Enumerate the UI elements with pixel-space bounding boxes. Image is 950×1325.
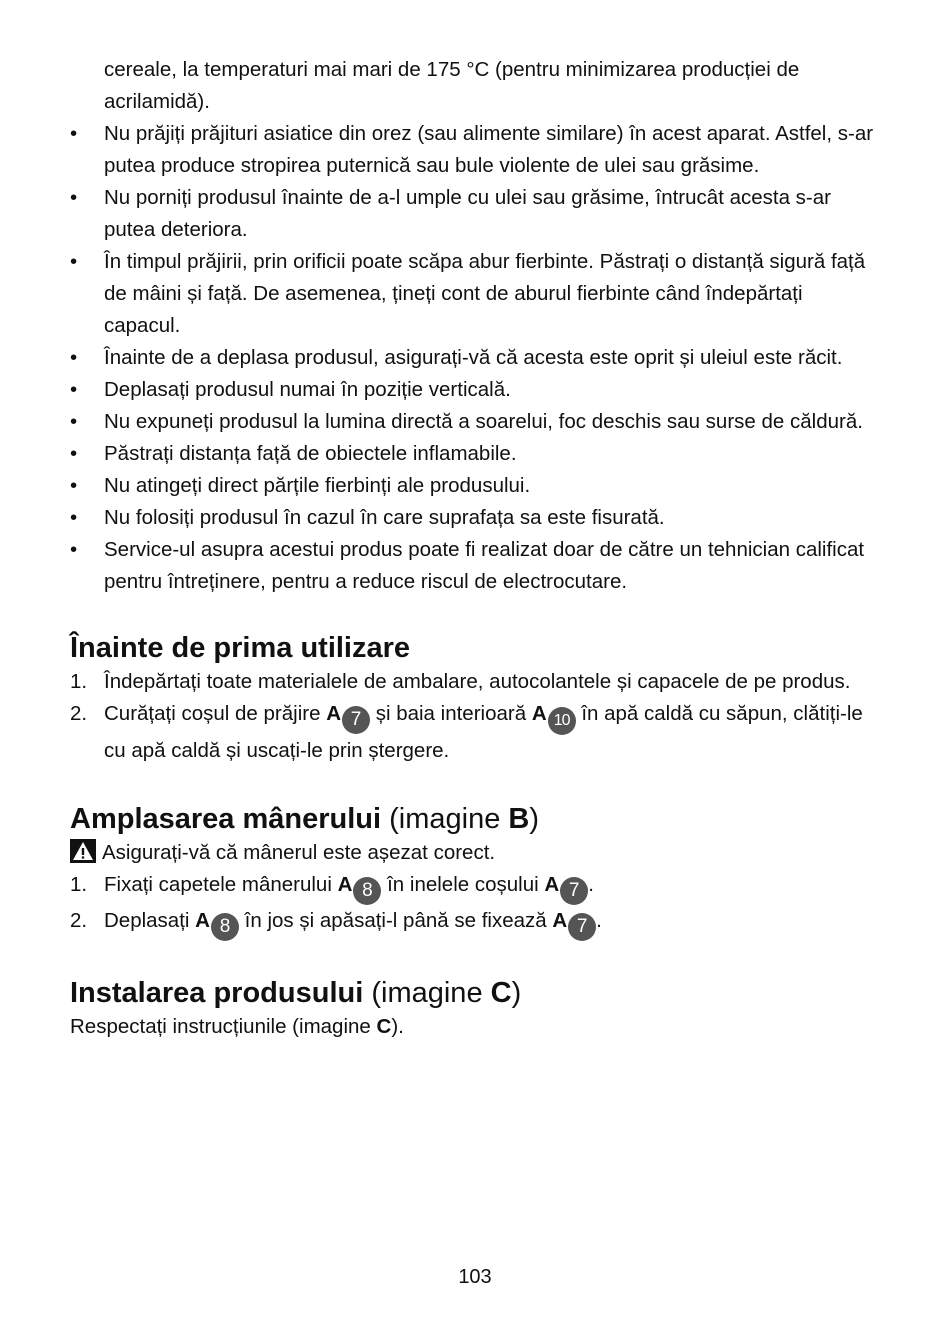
step-text: Deplasați [104, 909, 196, 932]
step-number: 1. [70, 873, 88, 896]
step-text: în jos și apăsați-l până se fixează [238, 909, 553, 932]
list-item [70, 698, 880, 767]
step-text: în apă caldă cu săpun, clătiți-le cu apă caldă și uscați-le prin ștergere. [104, 702, 863, 762]
bullet-glyph: • [70, 538, 78, 561]
page-number: 103 [458, 1266, 492, 1288]
step-text: Fixați capetele mânerului [104, 873, 338, 896]
warning-line [70, 837, 880, 869]
bullet-glyph: • [70, 410, 78, 433]
warning-icon [70, 839, 96, 863]
figure-ref: A [552, 909, 568, 932]
document-page [70, 54, 880, 1043]
numbered-list [70, 869, 880, 941]
list-item [70, 406, 880, 438]
step-number: 2. [70, 909, 88, 932]
list-item-text: În timpul prăjirii, prin orificii poate scăpa abur fierbinte. Păstrați o distanță sigură față de mâini și față. De asemenea, țineți cont de aburul fierbinte când îndepărtați capacul. [104, 250, 866, 337]
text-part: Respectați instrucțiunile (imagine [70, 1015, 377, 1038]
section-handle [70, 801, 880, 941]
section-installation [70, 975, 880, 1043]
bullet-glyph: • [70, 506, 78, 529]
part-number-badge: 7 [568, 913, 596, 941]
part-number-badge: 7 [342, 706, 370, 734]
section-first-use [70, 630, 880, 767]
text-part: ). [391, 1015, 404, 1038]
step-number: 2. [70, 702, 88, 725]
list-item [70, 118, 880, 182]
list-item-text: Înainte de a deplasa produsul, asigurați-vă că acesta este oprit și uleiul este răcit. [104, 346, 843, 369]
list-item [70, 534, 880, 598]
heading-bold: Amplasarea mânerului [70, 803, 382, 835]
figure-ref: C [376, 1015, 392, 1038]
heading-light: ) [529, 803, 540, 835]
figure-ref: A [337, 873, 353, 896]
list-item-text: Nu prăjiți prăjituri asiatice din orez (sau alimente similare) în acest aparat. Astfel, s-ar putea produce stropirea puternică sau bule violente de ulei sau grăsime. [104, 122, 874, 177]
part-number-badge: 7 [560, 877, 588, 905]
part-number-badge: 10 [548, 707, 576, 735]
list-item-text: Nu expuneți produsul la lumina directă a soarelui, foc deschis sau surse de căldură. [104, 410, 863, 433]
step-text: . [588, 873, 594, 896]
bullet-glyph: • [70, 186, 78, 209]
safety-bullet-list [70, 118, 880, 598]
step-number: 1. [70, 670, 88, 693]
figure-ref: A [544, 873, 560, 896]
part-number-badge: 8 [211, 913, 239, 941]
body-text [70, 1011, 880, 1043]
figure-ref: A [195, 909, 210, 932]
numbered-list [70, 666, 880, 767]
step-text: . [596, 909, 602, 932]
list-item-text: Service-ul asupra acestui produs poate fi realizat doar de către un tehnician calificat pentru întreținere, pentru a reduce riscul de electrocutare. [104, 538, 865, 593]
bullet-glyph: • [70, 122, 78, 145]
list-item [70, 666, 880, 698]
list-item [70, 182, 880, 246]
list-item-text: Nu porniți produsul înainte de a-l umple cu ulei sau grăsime, întrucât acesta s-ar putea deteriora. [104, 186, 831, 241]
list-item [70, 438, 880, 470]
part-number-badge: 8 [353, 877, 381, 905]
list-item-text: Nu folosiți produsul în cazul în care suprafața sa este fisurată. [104, 506, 665, 529]
step-text: Îndepărtați toate materialele de ambalare, autocolantele și capacele de pe produs. [104, 670, 851, 693]
step-text: Curățați coșul de prăjire [104, 702, 327, 725]
bullet-glyph: • [70, 474, 78, 497]
step-text: în inelele coșului [381, 873, 545, 896]
figure-ref: A [326, 702, 341, 725]
list-item [70, 342, 880, 374]
list-item [70, 246, 880, 342]
warning-text: Asigurați-vă că mânerul este așezat corect. [102, 841, 496, 864]
list-item [70, 502, 880, 534]
bullet-glyph: • [70, 442, 78, 465]
heading-bold: Instalarea produsului [70, 977, 364, 1009]
heading-ref: B [508, 803, 530, 835]
continued-text: cereale, la temperaturi mai mari de 175 °C (pentru minimizarea producției de acrilamidă). [104, 58, 800, 113]
list-item-text: Nu atingeți direct părțile fierbinți ale produsului. [104, 474, 531, 497]
list-item [70, 374, 880, 406]
heading-ref: C [490, 977, 512, 1009]
section-heading [70, 975, 880, 1011]
section-heading [70, 801, 880, 837]
bullet-glyph: • [70, 346, 78, 369]
section-heading: Înainte de prima utilizare [70, 632, 411, 664]
list-item [70, 470, 880, 502]
heading-light: ) [511, 977, 522, 1009]
list-item-text: Păstrați distanța față de obiectele inflamabile. [104, 442, 517, 465]
list-item [70, 905, 880, 941]
heading-light: (imagine [363, 977, 491, 1009]
bullet-glyph: • [70, 250, 78, 273]
step-text: și baia interioară [370, 702, 532, 725]
heading-light: (imagine [381, 803, 509, 835]
figure-ref: A [531, 702, 547, 725]
bullet-glyph: • [70, 378, 78, 401]
list-item [70, 869, 880, 905]
list-item-text: Deplasați produsul numai în poziție verticală. [104, 378, 511, 401]
